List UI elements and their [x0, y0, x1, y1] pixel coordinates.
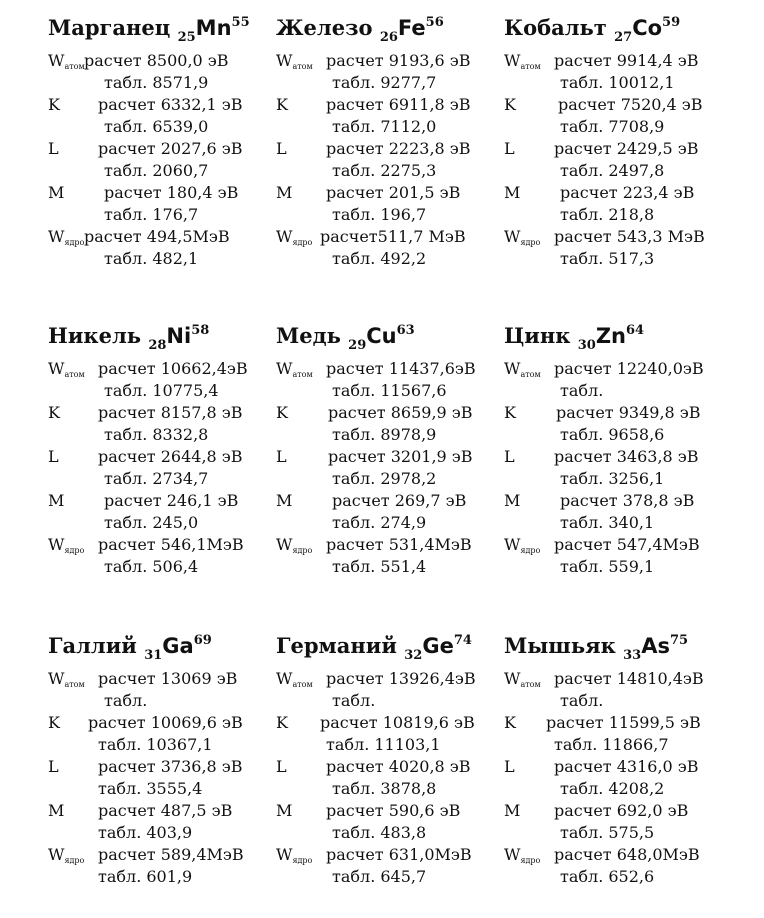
calc-value: расчет 223,4 эВ: [560, 183, 695, 202]
row-label: L: [276, 757, 287, 776]
row-label: L: [48, 757, 59, 776]
tab-value: табл. 11866,7: [554, 735, 669, 754]
calc-value: расчет 12240,0эВ: [554, 359, 704, 378]
row-label: M: [276, 491, 293, 510]
calc-value: расчет 494,5МэВ: [84, 227, 230, 246]
mass-number: 64: [626, 323, 645, 338]
calc-value: расчет 692,0 эВ: [554, 801, 689, 820]
row-label: K: [504, 713, 516, 732]
tab-value: табл. 575,5: [560, 823, 655, 842]
element-symbol: Ge: [422, 634, 454, 658]
row-label: $W_{ядро}$: [48, 535, 85, 555]
mass-number: 69: [193, 633, 212, 648]
element-card-zinc: [504, 318, 754, 588]
row-label: $W_{атом}$: [504, 669, 541, 689]
tab-value: табл. 403,9: [98, 823, 193, 842]
tab-value: табл. 196,7: [332, 205, 427, 224]
tab-value: табл. 10775,4: [104, 381, 219, 400]
calc-value: расчет 10069,6 эВ: [88, 713, 243, 732]
row-label: K: [504, 95, 516, 114]
element-symbol: Mn: [195, 16, 232, 40]
element-symbol: Cu: [366, 324, 397, 348]
element-name: Цинк: [504, 323, 571, 348]
row-label: L: [276, 139, 287, 158]
atomic-number: 27: [614, 30, 633, 45]
row-label: $W_{ядро}$: [48, 227, 85, 247]
tab-value: табл. 218,8: [560, 205, 655, 224]
tab-value: табл. 492,2: [332, 249, 427, 268]
row-label: K: [504, 403, 516, 422]
calc-value: расчет 6332,1 эВ: [98, 95, 243, 114]
calc-value: расчет 2027,6 эВ: [98, 139, 243, 158]
calc-value: расчет 10819,6 эВ: [320, 713, 475, 732]
tab-value: табл. 2275,3: [332, 161, 437, 180]
element-title: [504, 628, 688, 669]
row-label: $W_{атом}$: [276, 359, 313, 379]
row-label: $W_{атом}$: [504, 359, 541, 379]
element-card-cobalt: [504, 10, 754, 280]
calc-value: расчет 246,1 эВ: [104, 491, 239, 510]
row-label: L: [504, 447, 515, 466]
mass-number: 75: [669, 633, 689, 648]
calc-value: расчет 2223,8 эВ: [326, 139, 471, 158]
calc-value: расчет 631,0МэВ: [326, 845, 472, 864]
tab-value: табл.: [560, 691, 604, 710]
element-card-germanium: [276, 628, 526, 898]
tab-value: табл. 559,1: [560, 557, 655, 576]
row-label: M: [504, 801, 521, 820]
row-label: $W_{ядро}$: [504, 535, 541, 555]
tab-value: табл. 482,1: [104, 249, 199, 268]
atomic-number: 31: [144, 648, 163, 663]
tab-value: табл. 2060,7: [104, 161, 209, 180]
calc-value: расчет 3736,8 эВ: [98, 757, 243, 776]
atomic-number: 26: [379, 30, 398, 45]
element-name: Никель: [48, 323, 142, 348]
row-label: $W_{атом}$: [276, 51, 313, 71]
tab-value: табл. 7708,9: [560, 117, 665, 136]
calc-value: расчет 14810,4эВ: [554, 669, 704, 688]
element-symbol: As: [641, 634, 670, 658]
row-label: M: [48, 491, 65, 510]
element-title: [276, 318, 415, 359]
tab-value: табл. 483,8: [332, 823, 427, 842]
tab-value: табл. 2978,2: [332, 469, 437, 488]
tab-value: табл. 340,1: [560, 513, 655, 532]
tab-value: табл. 506,4: [104, 557, 199, 576]
tab-value: табл.: [332, 691, 376, 710]
calc-value: расчет 11437,6эВ: [326, 359, 476, 378]
element-card-gallium: [48, 628, 298, 898]
calc-value: расчет 180,4 эВ: [104, 183, 239, 202]
tab-value: табл. 7112,0: [332, 117, 437, 136]
tab-value: табл. 9277,7: [332, 73, 437, 92]
element-card-manganese: [48, 10, 298, 280]
calc-value: расчет 7520,4 эВ: [558, 95, 703, 114]
atomic-number: 32: [404, 648, 423, 663]
calc-value: расчет 3463,8 эВ: [554, 447, 699, 466]
element-title: [48, 628, 212, 669]
row-label: K: [48, 403, 60, 422]
calc-value: расчет 9914,4 эВ: [554, 51, 699, 70]
element-card-arsenic: [504, 628, 754, 898]
element-card-nickel: [48, 318, 298, 588]
calc-value: расчет 546,1МэВ: [98, 535, 244, 554]
element-symbol: Ga: [162, 634, 194, 658]
atomic-number: 29: [348, 338, 367, 353]
row-label: $W_{атом}$: [276, 669, 313, 689]
tab-value: табл. 8571,9: [104, 73, 209, 92]
element-name: Железо: [276, 15, 373, 40]
tab-value: табл.: [104, 691, 148, 710]
row-label: $W_{ядро}$: [276, 535, 313, 555]
calc-value: расчет 8157,8 эВ: [98, 403, 243, 422]
tab-value: табл. 517,3: [560, 249, 655, 268]
row-label: M: [48, 801, 65, 820]
atomic-number: 33: [623, 648, 642, 663]
calc-value: расчет 531,4МэВ: [326, 535, 472, 554]
calc-value: расчет511,7 МэВ: [320, 227, 466, 246]
calc-value: расчет 8659,9 эВ: [328, 403, 473, 422]
tab-value: табл. 3256,1: [560, 469, 665, 488]
row-label: $W_{ядро}$: [504, 227, 541, 247]
calc-value: расчет 590,6 эВ: [326, 801, 461, 820]
row-label: L: [48, 139, 59, 158]
tab-value: табл. 10012,1: [560, 73, 675, 92]
tab-value: табл. 652,6: [560, 867, 655, 886]
calc-value: расчет 4316,0 эВ: [554, 757, 699, 776]
atomic-number: 28: [148, 338, 167, 353]
calc-value: расчет 4020,8 эВ: [326, 757, 471, 776]
element-title: [504, 10, 680, 51]
tab-value: табл. 176,7: [104, 205, 199, 224]
tab-value: табл. 2497,8: [560, 161, 665, 180]
row-label: $W_{атом}$: [48, 359, 85, 379]
element-title: [504, 318, 644, 359]
element-title: [276, 10, 444, 51]
calc-value: расчет 2644,8 эВ: [98, 447, 243, 466]
tab-value: табл. 8978,9: [332, 425, 437, 444]
element-card-copper: [276, 318, 526, 588]
calc-value: расчет 9349,8 эВ: [556, 403, 701, 422]
element-title: [48, 10, 250, 51]
element-title: [48, 318, 209, 359]
atomic-number: 25: [177, 30, 196, 45]
tab-value: табл. 3555,4: [98, 779, 203, 798]
row-label: K: [48, 713, 60, 732]
row-label: M: [276, 183, 293, 202]
tab-value: табл. 245,0: [104, 513, 199, 532]
mass-number: 58: [191, 323, 210, 338]
row-label: $W_{ядро}$: [276, 227, 313, 247]
calc-value: расчет 3201,9 эВ: [328, 447, 473, 466]
row-label: $W_{атом}$: [48, 51, 85, 71]
row-label: $W_{ядро}$: [48, 845, 85, 865]
tab-value: табл. 2734,7: [104, 469, 209, 488]
calc-value: расчет 9193,6 эВ: [326, 51, 471, 70]
tab-value: табл. 4208,2: [560, 779, 665, 798]
row-label: K: [276, 713, 288, 732]
row-label: $W_{ядро}$: [504, 845, 541, 865]
tab-value: табл. 6539,0: [104, 117, 209, 136]
element-card-iron: [276, 10, 526, 280]
tab-value: табл.: [560, 381, 604, 400]
calc-value: расчет 547,4МэВ: [554, 535, 700, 554]
calc-value: расчет 378,8 эВ: [560, 491, 695, 510]
calc-value: расчет 269,7 эВ: [332, 491, 467, 510]
element-name: Медь: [276, 323, 341, 348]
calc-value: расчет 8500,0 эВ: [84, 51, 229, 70]
calc-value: расчет 10662,4эВ: [98, 359, 248, 378]
tab-value: табл. 551,4: [332, 557, 427, 576]
calc-value: расчет 589,4МэВ: [98, 845, 244, 864]
element-symbol: Fe: [397, 16, 426, 40]
row-label: $W_{атом}$: [504, 51, 541, 71]
mass-number: 63: [396, 323, 415, 338]
tab-value: табл. 3878,8: [332, 779, 437, 798]
row-label: M: [504, 183, 521, 202]
element-symbol: Co: [632, 16, 663, 40]
element-symbol: Zn: [595, 324, 626, 348]
row-label: $W_{ядро}$: [276, 845, 313, 865]
tab-value: табл. 274,9: [332, 513, 427, 532]
row-label: L: [48, 447, 59, 466]
row-label: L: [504, 757, 515, 776]
row-label: M: [48, 183, 65, 202]
row-label: K: [276, 95, 288, 114]
element-name: Кобальт: [504, 15, 607, 40]
calc-value: расчет 648,0МэВ: [554, 845, 700, 864]
mass-number: 55: [231, 15, 250, 30]
tab-value: табл. 8332,8: [104, 425, 209, 444]
tab-value: табл. 11103,1: [326, 735, 441, 754]
calc-value: расчет 2429,5 эВ: [554, 139, 699, 158]
row-label: K: [48, 95, 60, 114]
tab-value: табл. 11567,6: [332, 381, 447, 400]
row-label: L: [276, 447, 287, 466]
tab-value: табл. 10367,1: [98, 735, 213, 754]
row-label: M: [504, 491, 521, 510]
calc-value: расчет 201,5 эВ: [326, 183, 461, 202]
element-name: Галлий: [48, 633, 137, 658]
row-label: M: [276, 801, 293, 820]
row-label: L: [504, 139, 515, 158]
mass-number: 56: [425, 15, 444, 30]
tab-value: табл. 601,9: [98, 867, 193, 886]
element-name: Марганец: [48, 15, 171, 40]
mass-number: 59: [662, 15, 681, 30]
atomic-number: 30: [577, 338, 596, 353]
row-label: K: [276, 403, 288, 422]
element-name: Мышьяк: [504, 633, 616, 658]
tab-value: табл. 9658,6: [560, 425, 665, 444]
calc-value: расчет 11599,5 эВ: [546, 713, 701, 732]
row-label: $W_{атом}$: [48, 669, 85, 689]
calc-value: расчет 13926,4эВ: [326, 669, 476, 688]
element-title: [276, 628, 472, 669]
calc-value: расчет 6911,8 эВ: [326, 95, 471, 114]
element-name: Германий: [276, 633, 397, 658]
calc-value: расчет 13069 эВ: [98, 669, 238, 688]
calc-value: расчет 543,3 МэВ: [554, 227, 705, 246]
mass-number: 74: [453, 633, 472, 648]
calc-value: расчет 487,5 эВ: [98, 801, 233, 820]
element-symbol: Ni: [166, 324, 192, 348]
tab-value: табл. 645,7: [332, 867, 427, 886]
